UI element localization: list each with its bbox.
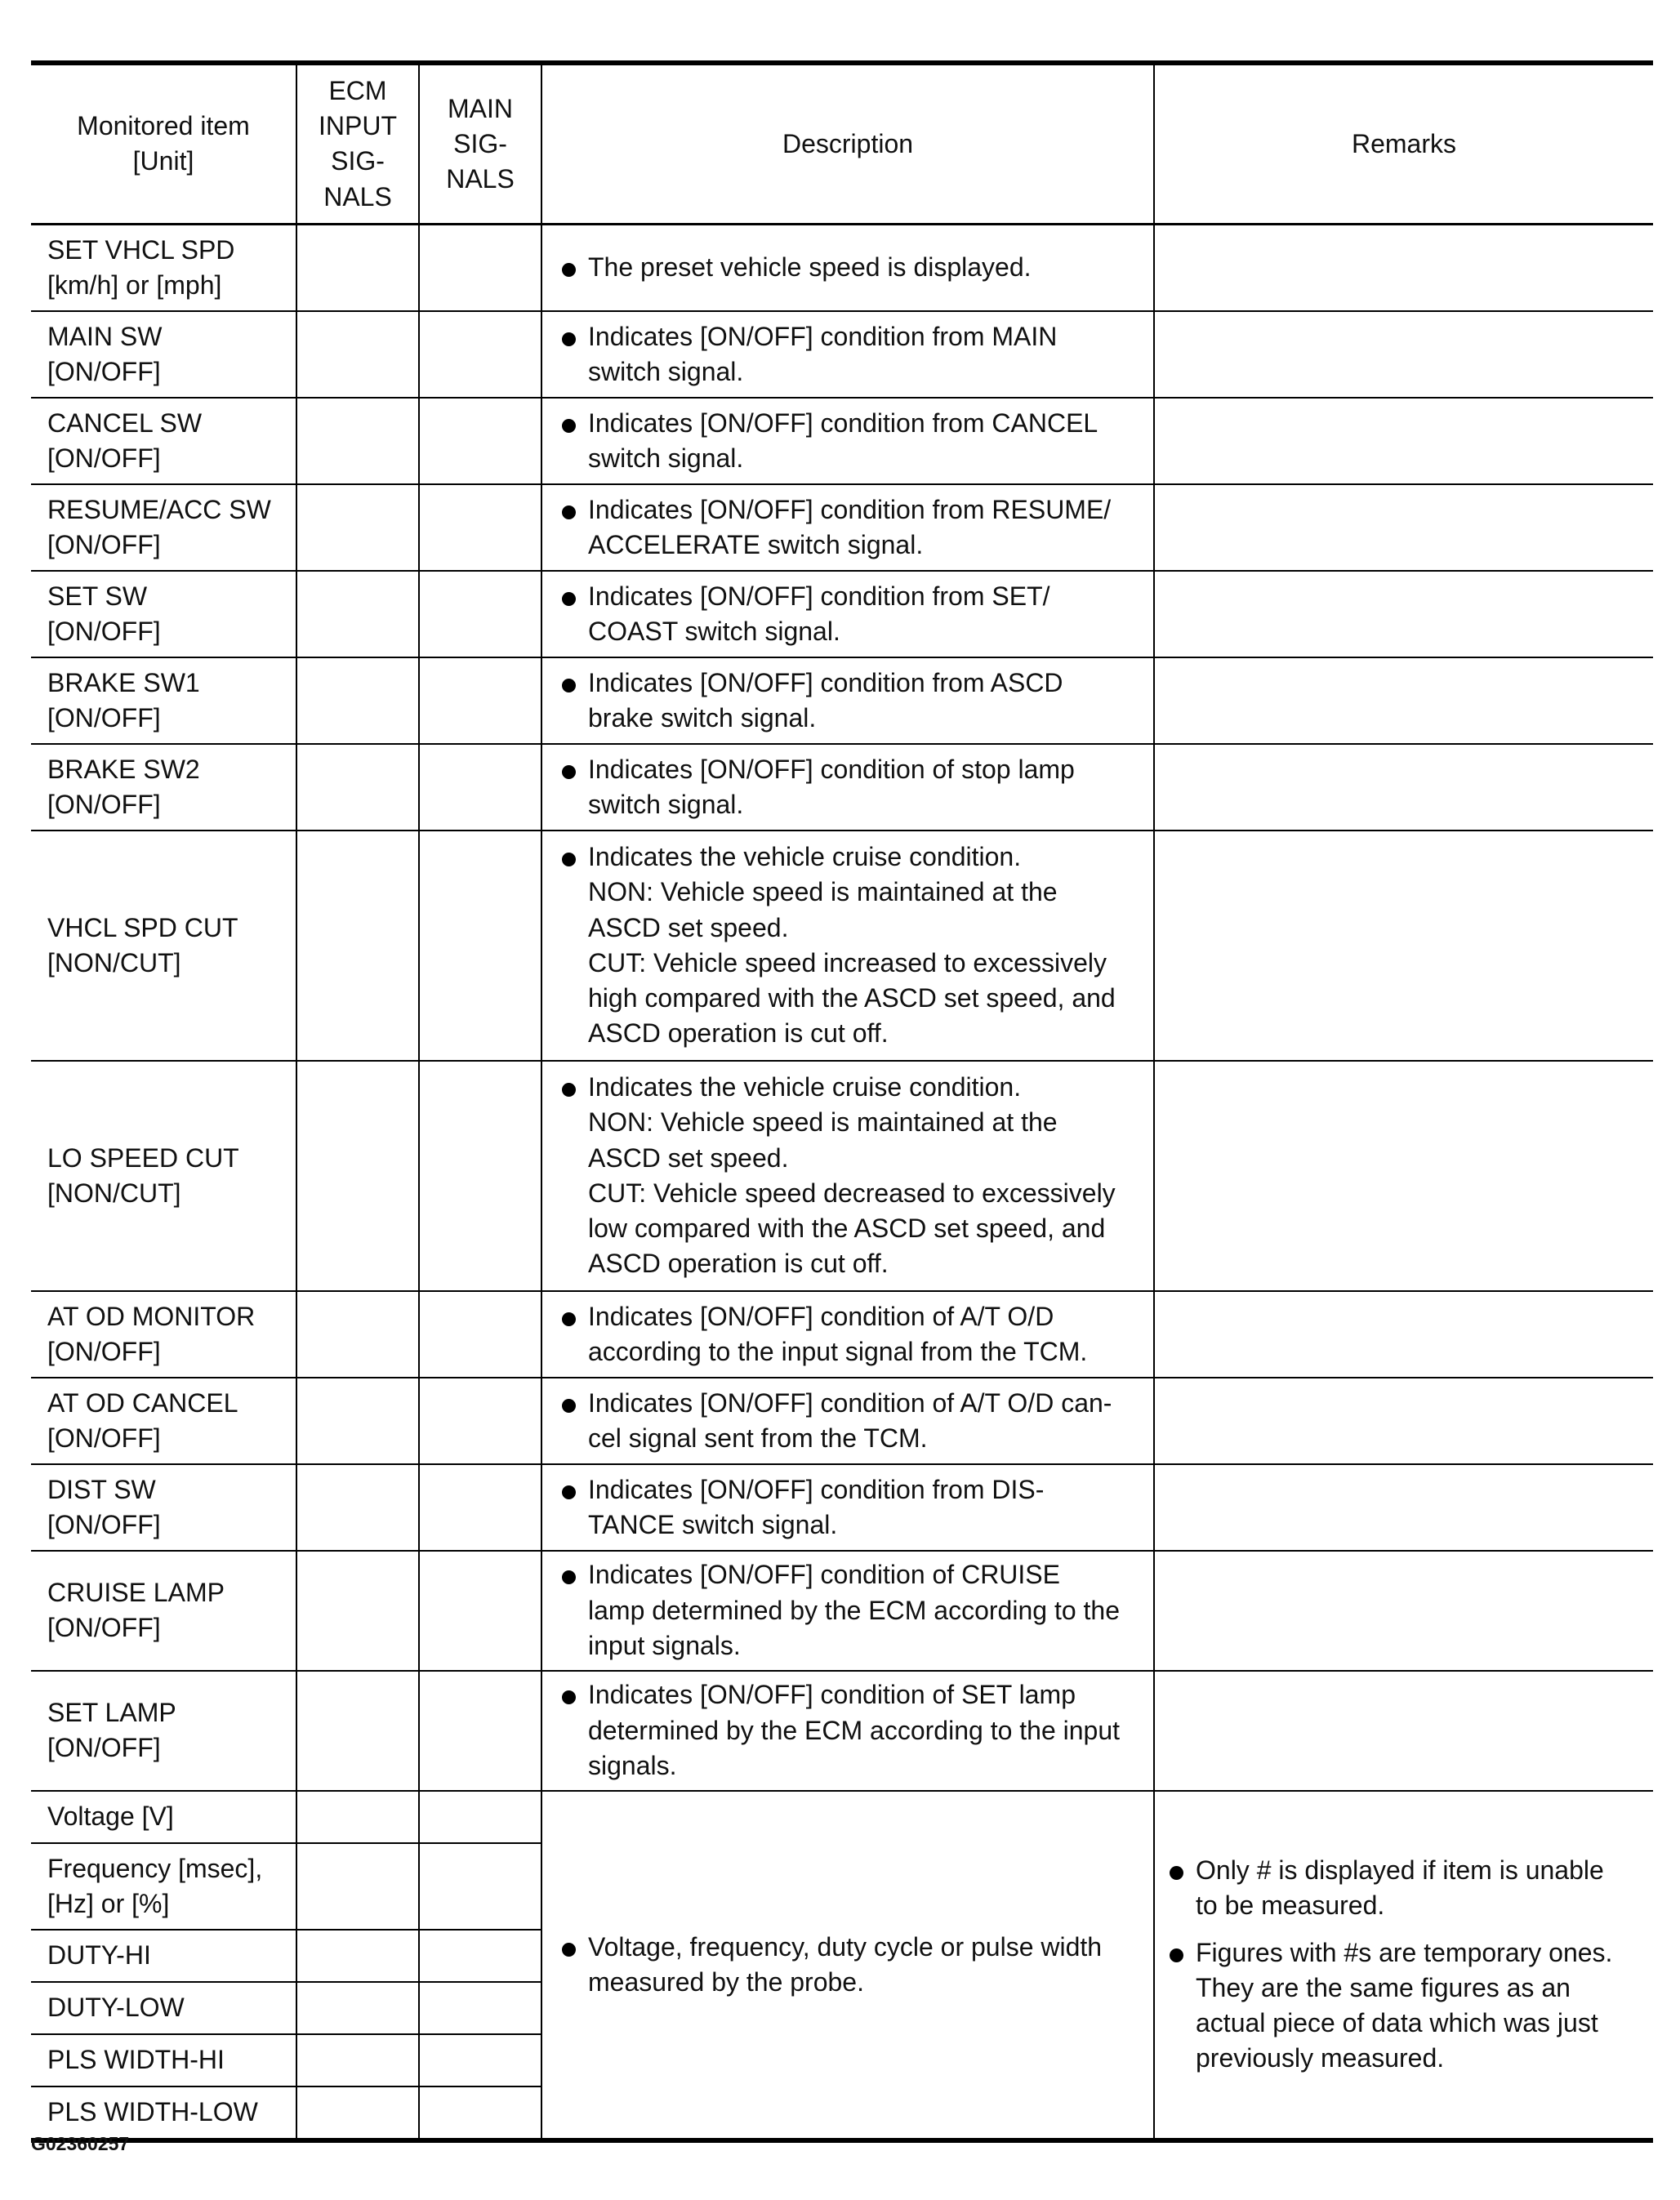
monitored-item-cell: Voltage [V] (31, 1791, 296, 1843)
remarks-cell (1154, 571, 1653, 657)
remarks-cell (1154, 657, 1653, 744)
ecm-input-cell (296, 398, 419, 484)
description-cell (541, 571, 1154, 657)
description-bullet: Indicates [ON/OFF] condition of A/T O/D can- cel signal sent from the TCM. (559, 1386, 1137, 1456)
monitored-item-cell: BRAKE SW1 [ON/OFF] (31, 657, 296, 744)
header-row (31, 63, 1653, 224)
monitored-item-cell: PLS WIDTH-LOW (31, 2086, 296, 2140)
table-row (31, 744, 1653, 831)
description-cell (541, 1464, 1154, 1551)
main-signal-cell (419, 1551, 541, 1671)
monitored-item-cell: SET LAMP [ON/OFF] (31, 1671, 296, 1791)
description-cell (541, 744, 1154, 831)
description-bullet: Indicates [ON/OFF] condition of CRUISE lamp determined by the ECM according to the input signals. (559, 1557, 1137, 1663)
main-signal-cell (419, 1791, 541, 1843)
probe-remarks-cell (1154, 1791, 1653, 2140)
header-description: Description (541, 63, 1154, 224)
table-row (31, 1291, 1653, 1378)
description-bullet: Indicates [ON/OFF] condition from DIS- TANCE switch signal. (559, 1472, 1137, 1543)
description-cell (541, 1291, 1154, 1378)
monitored-item-cell: SET VHCL SPD [km/h] or [mph] (31, 224, 296, 311)
description-bullet: Voltage, frequency, duty cycle or pulse width measured by the probe. (559, 1930, 1137, 2000)
ecm-input-cell (296, 571, 419, 657)
table-row (31, 1464, 1653, 1551)
ecm-input-cell (296, 1464, 419, 1551)
description-bullet: Indicates [ON/OFF] condition from MAIN switch signal. (559, 319, 1137, 390)
monitored-item-cell: PLS WIDTH-HI (31, 2034, 296, 2086)
header-monitored-item: Monitored item [Unit] (31, 63, 296, 224)
description-cell (541, 398, 1154, 484)
remarks-cell (1154, 398, 1653, 484)
ecm-input-cell (296, 2034, 419, 2086)
monitored-item-cell: VHCL SPD CUT [NON/CUT] (31, 831, 296, 1061)
ecm-input-cell (296, 1982, 419, 2034)
description-cell (541, 1551, 1154, 1671)
description-cell (541, 1671, 1154, 1791)
remarks-cell (1154, 831, 1653, 1061)
remarks-cell (1154, 1671, 1653, 1791)
ecm-input-cell (296, 831, 419, 1061)
monitored-item-cell: CANCEL SW [ON/OFF] (31, 398, 296, 484)
main-signal-cell (419, 1930, 541, 1982)
table-row (31, 1378, 1653, 1464)
table-row (31, 831, 1653, 1061)
remarks-cell (1154, 744, 1653, 831)
remarks-cell (1154, 1464, 1653, 1551)
main-signal-cell (419, 1291, 541, 1378)
table-row (31, 1551, 1653, 1671)
description-bullet: Indicates [ON/OFF] condition of SET lamp determined by the ECM according to the input signals. (559, 1677, 1137, 1784)
description-bullet: Indicates [ON/OFF] condition from SET/ COAST switch signal. (559, 579, 1137, 649)
table-row (31, 398, 1653, 484)
monitored-item-cell: RESUME/ACC SW [ON/OFF] (31, 484, 296, 571)
main-signal-cell (419, 484, 541, 571)
monitored-item-cell: DUTY-LOW (31, 1982, 296, 2034)
description-bullet: Indicates the vehicle cruise condition. NON: Vehicle speed is maintained at the ASCD set speed. CUT: Vehicle speed increased to excessively high compared with the ASCD set speed, and ASCD operation is cut off. (559, 839, 1137, 1051)
ecm-input-cell (296, 1551, 419, 1671)
main-signal-cell (419, 311, 541, 398)
monitored-item-cell: LO SPEED CUT [NON/CUT] (31, 1061, 296, 1291)
ecm-input-cell (296, 311, 419, 398)
remarks-cell (1154, 1061, 1653, 1291)
ecm-input-cell (296, 1378, 419, 1464)
ecm-input-cell (296, 657, 419, 744)
header-remarks: Remarks (1154, 63, 1653, 224)
main-signal-cell (419, 2034, 541, 2086)
description-bullet: Indicates the vehicle cruise condition. NON: Vehicle speed is maintained at the ASCD set speed. CUT: Vehicle speed decreased to excessively low compared with the ASCD set speed, and ASCD operation is cut off. (559, 1070, 1137, 1281)
ecm-input-cell (296, 224, 419, 311)
probe-description-cell (541, 1791, 1154, 2140)
table-row (31, 1061, 1653, 1291)
main-signal-cell (419, 744, 541, 831)
remarks-cell (1154, 224, 1653, 311)
figure-code: G02360257 (31, 2133, 130, 2154)
monitored-item-cell: AT OD MONITOR [ON/OFF] (31, 1291, 296, 1378)
description-cell (541, 484, 1154, 571)
remarks-cell (1154, 1291, 1653, 1378)
ecm-input-cell (296, 1061, 419, 1291)
table-row (31, 571, 1653, 657)
ecm-input-cell (296, 484, 419, 571)
description-bullet: Indicates [ON/OFF] condition from CANCEL switch signal. (559, 406, 1137, 476)
monitored-item-cell: MAIN SW [ON/OFF] (31, 311, 296, 398)
header-ecm-input-signals: ECM INPUT SIG- NALS (296, 63, 419, 224)
main-signal-cell (419, 1464, 541, 1551)
main-signal-cell (419, 224, 541, 311)
ecm-input-cell (296, 2086, 419, 2140)
description-cell (541, 657, 1154, 744)
description-cell (541, 1378, 1154, 1464)
remarks-bullet: Figures with #s are temporary ones. They are the same figures as an actual piece of data which was just previously measured. (1166, 1935, 1637, 2077)
main-signal-cell (419, 571, 541, 657)
table-row (31, 1791, 1653, 1843)
remarks-cell (1154, 484, 1653, 571)
description-bullet: The preset vehicle speed is displayed. (559, 250, 1137, 285)
main-signal-cell (419, 1061, 541, 1291)
remarks-cell (1154, 1378, 1653, 1464)
monitored-item-cell: CRUISE LAMP [ON/OFF] (31, 1551, 296, 1671)
table-row (31, 224, 1653, 311)
description-bullet: Indicates [ON/OFF] condition from ASCD brake switch signal. (559, 666, 1137, 736)
description-cell (541, 1061, 1154, 1291)
ecm-input-cell (296, 1843, 419, 1930)
ecm-input-cell (296, 1930, 419, 1982)
main-signal-cell (419, 1982, 541, 2034)
ecm-input-cell (296, 1291, 419, 1378)
monitored-item-cell: BRAKE SW2 [ON/OFF] (31, 744, 296, 831)
ecm-input-cell (296, 744, 419, 831)
remarks-cell (1154, 311, 1653, 398)
monitored-item-cell: DIST SW [ON/OFF] (31, 1464, 296, 1551)
main-signal-cell (419, 831, 541, 1061)
description-bullet: Indicates [ON/OFF] condition of A/T O/D according to the input signal from the TCM. (559, 1299, 1137, 1369)
main-signal-cell (419, 398, 541, 484)
remarks-bullet: Only # is displayed if item is unable to be measured. (1166, 1853, 1637, 1923)
description-cell (541, 831, 1154, 1061)
description-cell (541, 311, 1154, 398)
main-signal-cell (419, 2086, 541, 2140)
main-signal-cell (419, 1378, 541, 1464)
table-row (31, 484, 1653, 571)
main-signal-cell (419, 1671, 541, 1791)
main-signal-cell (419, 657, 541, 744)
main-signal-cell (419, 1843, 541, 1930)
table-row (31, 311, 1653, 398)
description-cell (541, 224, 1154, 311)
description-bullet: Indicates [ON/OFF] condition of stop lamp switch signal. (559, 752, 1137, 822)
monitored-item-cell: AT OD CANCEL [ON/OFF] (31, 1378, 296, 1464)
ecm-input-cell (296, 1791, 419, 1843)
table-row (31, 1671, 1653, 1791)
monitored-item-cell: DUTY-HI (31, 1930, 296, 1982)
table-row (31, 657, 1653, 744)
header-main-signals: MAIN SIG- NALS (419, 63, 541, 224)
remarks-cell (1154, 1551, 1653, 1671)
description-bullet: Indicates [ON/OFF] condition from RESUME/ ACCELERATE switch signal. (559, 492, 1137, 563)
monitor-item-table (31, 60, 1653, 2143)
monitored-item-cell: Frequency [msec], [Hz] or [%] (31, 1843, 296, 1930)
monitored-item-cell: SET SW [ON/OFF] (31, 571, 296, 657)
ecm-input-cell (296, 1671, 419, 1791)
